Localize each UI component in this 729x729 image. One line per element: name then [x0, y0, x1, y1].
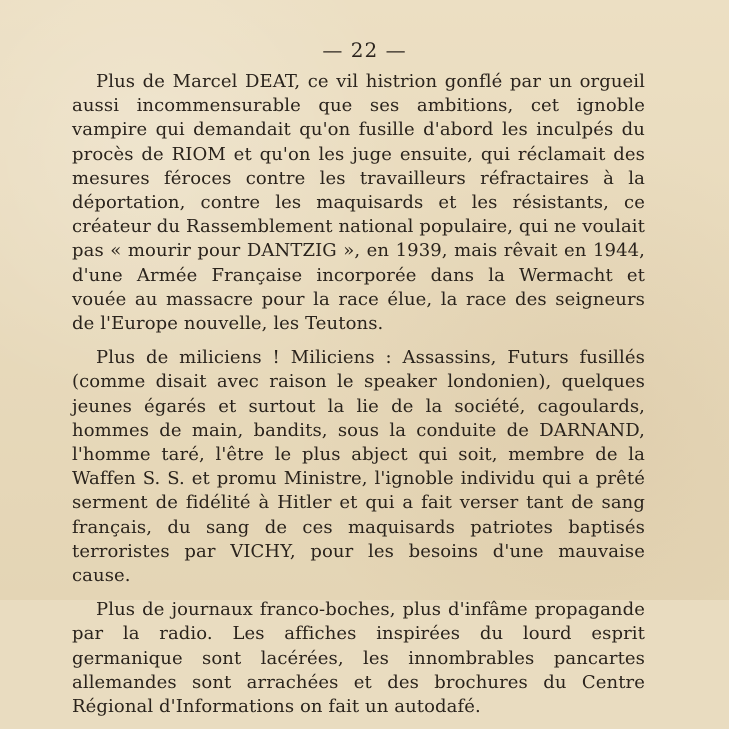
paragraph-journaux: Plus de journaux franco-boches, plus d'infâme propagande par la radio. Les affiches inspirées du lourd esprit germanique sont lacérées, les innombrables pancartes allemandes sont arrachées et des brochures du Centre Régional d'Informations on fait un autodafé. [72, 599, 645, 718]
paragraph-miliciens: Plus de miliciens ! Miliciens : Assassins, Futurs fusillés (comme disait avec raison le speaker londonien), quelques jeunes égarés et surtout la lie de la société, cagoulards, hommes de main, bandits, sous la conduite de DARNAND, l'homme taré, l'être le plus abject qui soit, membre de la Waffen S. S. et promu Ministre, l'ignoble individu qui a prêté serment de fidélité à Hitler et qui a fait verser tant de sang français, du sang de ces maquisards patriotes baptisés terroristes par VICHY, pour les besoins d'une mauvaise cause. [72, 347, 645, 587]
page-number: — 22 — [322, 38, 407, 62]
paragraph-deat: Plus de Marcel DEAT, ce vil histrion gonflé par un orgueil aussi incommensurable que ses ambitions, cet ignoble vampire qui demandait qu'on fusille d'abord les inculpés du procès de RIOM et qu'on les juge ensuite, qui réclamait des mesures féroces contre les travailleurs réfractaires à la déportation, contre les maquisards et les résistants, ce créateur du Rassemblement national populaire, qui ne voulait pas « mourir pour DANTZIG », en 1939, mais rêvait en 1944, d'une Armée Française incorporée dans la Wermacht et vouée au massacre pour la race élue, la race des seigneurs de l'Europe nouvelle, les Teutons. [72, 71, 645, 335]
text-block [72, 70, 645, 729]
